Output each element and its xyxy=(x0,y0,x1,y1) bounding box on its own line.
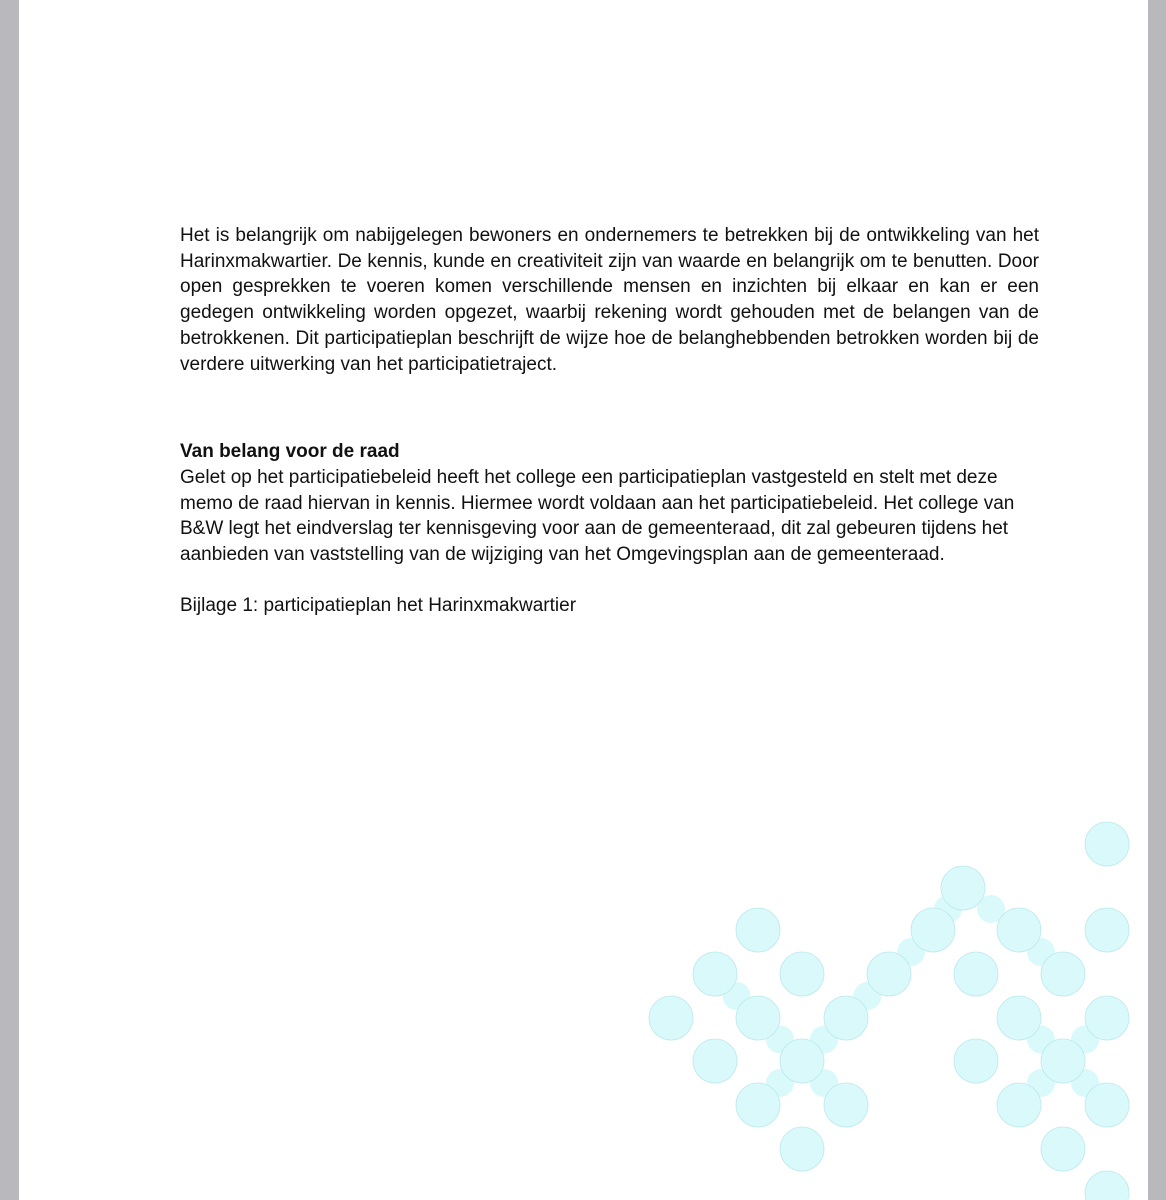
pattern-connector-12 xyxy=(723,982,751,1010)
pattern-dot-13 xyxy=(824,996,868,1040)
pattern-connector-4 xyxy=(766,1026,794,1054)
pattern-dot-22 xyxy=(997,1083,1041,1127)
pattern-dot-7 xyxy=(780,952,824,996)
pattern-connector-7 xyxy=(810,1069,838,1097)
intro-paragraph: Het is belangrijk om nabijgelegen bewoners en ondernemers te betrekken bij de ontwikkeling van het Harinxmakwartier. De kennis, kunde en creativiteit zijn van waarde en belangrijk om te benutten. Door open gesprekken te voeren komen verschillende mensen en inzichten bij elkaar en kan er een gedegen ontwikkeling worden opgezet, waarbij rekening wordt gehouden met de belangen van de betrokkenen. Dit participatieplan beschrijft de wijze hoe de belanghebbenden betrokken worden bij de verdere uitwerking van het participatietraject. xyxy=(180,225,1039,375)
pattern-dot-1 xyxy=(941,866,985,910)
pattern-connector-0 xyxy=(934,895,962,923)
pattern-dot-19 xyxy=(1041,1039,1085,1083)
pattern-dot-4 xyxy=(911,908,955,952)
pattern-dot-15 xyxy=(1085,996,1129,1040)
pattern-connector-10 xyxy=(1027,1069,1055,1097)
pattern-dot-3 xyxy=(736,908,780,952)
pattern-dot-23 xyxy=(1085,1083,1129,1127)
pattern-connector-11 xyxy=(1071,1069,1099,1097)
pattern-dot-25 xyxy=(1041,1127,1085,1171)
pattern-dot-6 xyxy=(693,952,737,996)
pattern-dot-24 xyxy=(780,1127,824,1171)
section-paragraph: Gelet op het participatiebeleid heeft het college een participatieplan vastgesteld en stelt met deze memo de raad hiervan in kennis. Hiermee wordt voldaan aan het participatiebeleid. Het college van B&W legt het eindverslag ter kennisgeving voor aan de gemeenteraad, dit zal gebeuren tijdens het aanbieden van vaststelling van de wijziging van het Omgevingsplan aan de gemeenteraad. xyxy=(180,466,1015,566)
section-heading: Van belang voor de raad xyxy=(180,441,400,463)
pattern-connector-6 xyxy=(766,1069,794,1097)
pattern-dot-21 xyxy=(824,1083,868,1127)
pattern-connector-3 xyxy=(1027,938,1055,966)
pattern-connector-1 xyxy=(977,895,1005,923)
appendix-note: Bijlage 1: participatieplan het Harinxmakwartier xyxy=(180,595,577,617)
document-body xyxy=(180,223,1039,619)
pattern-connector-13 xyxy=(854,982,882,1010)
pattern-dot-2 xyxy=(1085,908,1129,952)
pattern-dot-20 xyxy=(736,1083,780,1127)
pattern-dot-17 xyxy=(780,1039,824,1083)
pattern-dot-14 xyxy=(997,996,1041,1040)
pattern-dot-9 xyxy=(954,952,998,996)
pattern-dot-16 xyxy=(693,1039,737,1083)
pattern-connector-5 xyxy=(810,1026,838,1054)
pattern-dot-11 xyxy=(649,996,693,1040)
pattern-connector-8 xyxy=(1027,1026,1055,1054)
pattern-connector-2 xyxy=(897,938,925,966)
pattern-dot-12 xyxy=(736,996,780,1040)
pattern-dot-26 xyxy=(1085,1171,1129,1200)
pattern-connector-9 xyxy=(1071,1026,1099,1054)
document-page xyxy=(19,0,1148,1200)
pattern-dot-5 xyxy=(997,908,1041,952)
pattern-dot-0 xyxy=(1085,822,1129,866)
pattern-dot-18 xyxy=(954,1039,998,1083)
pattern-dot-10 xyxy=(1041,952,1085,996)
pattern-dot-8 xyxy=(867,952,911,996)
